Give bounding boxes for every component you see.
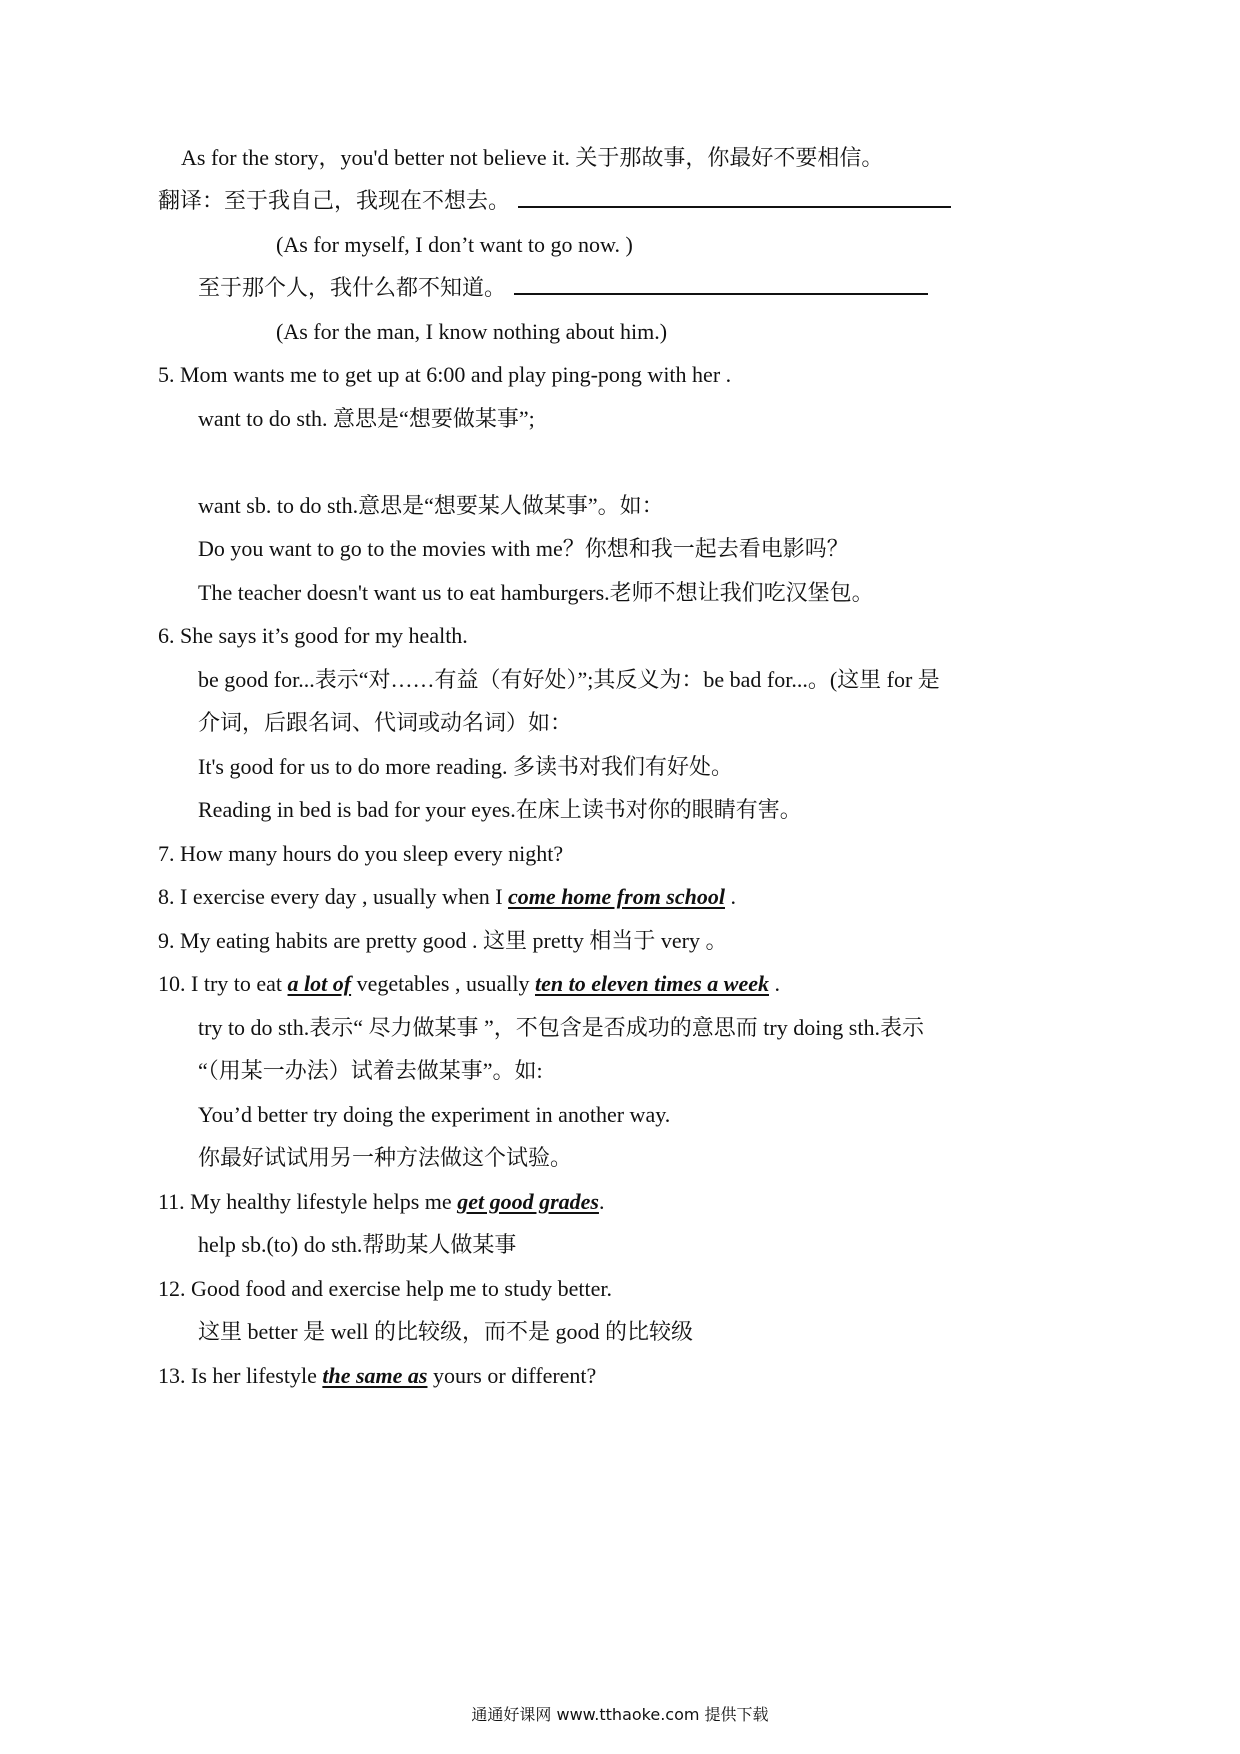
item-12-heading [158, 1274, 612, 1304]
key-phrase: the same as [322, 1363, 428, 1388]
example-sentence [198, 1143, 572, 1173]
text: be good for...表示“对……有益（有好处）”;其反义为：be bad for...。(这里 for 是 [198, 667, 940, 692]
translation-prompt [158, 186, 951, 216]
item-11-heading [158, 1187, 604, 1217]
text: help sb.(to) do sth.帮助某人做某事 [198, 1232, 517, 1257]
text: 翻译：至于我自己，我现在不想去。 [158, 188, 511, 213]
note-line [198, 404, 535, 434]
text: Do you want to go to the movies with me？你想和我一起去看电影吗？ [198, 536, 849, 561]
text: It's good for us to do more reading. 多读书对我们有好处。 [198, 754, 733, 779]
text: . [724, 884, 736, 909]
text: 12. Good food and exercise help me to study better. [158, 1276, 612, 1301]
item-8-heading [158, 882, 736, 912]
answer-blank [518, 188, 951, 208]
note-line [198, 1056, 543, 1086]
text: You’d better try doing the experiment in another way. [198, 1102, 671, 1127]
text: want to do sth. 意思是“想要做某事”; [198, 406, 535, 431]
text: (As for the man, I know nothing about him.) [276, 319, 668, 344]
text: try to do sth.表示“ 尽力做某事 ”，不包含是否成功的意思而 try doing sth.表示 [198, 1015, 924, 1040]
text: 5. Mom wants me to get up at 6:00 and play ping-pong with her . [158, 362, 732, 387]
page-footer: 通通好课网 www.tthaoke.com 提供下载 [471, 1705, 769, 1724]
item-9-heading [158, 926, 727, 956]
text: 10. I try to eat [158, 971, 288, 996]
text: 6. She says it’s good for my health. [158, 623, 468, 648]
item-6-heading [158, 621, 468, 651]
text: . [598, 1189, 605, 1214]
item-7-heading [158, 839, 563, 869]
answer-blank [514, 275, 928, 295]
text: 你最好试试用另一种方法做这个试验。 [198, 1145, 573, 1170]
text: “（用某一办法）试着去做某事”。如: [198, 1058, 543, 1083]
example-sentence [198, 795, 802, 825]
key-phrase: ten to eleven times a week [535, 971, 769, 996]
example-sentence [198, 1100, 670, 1130]
text: . [769, 971, 780, 996]
example-sentence [198, 534, 849, 564]
translation-prompt [198, 273, 928, 303]
note-line [198, 1230, 516, 1260]
text: want sb. to do sth.意思是“想要某人做某事”。如： [198, 493, 664, 518]
item-5-heading [158, 360, 731, 390]
note-line [198, 665, 940, 695]
example-sentence [181, 143, 883, 173]
item-13-heading [158, 1361, 596, 1391]
text: As for the story，you'd better not believe it. 关于那故事，你最好不要相信。 [181, 145, 884, 170]
text: 介词，后跟名词、代词或动名词）如： [198, 710, 573, 735]
text: yours or different? [427, 1363, 597, 1388]
note-line [198, 491, 664, 521]
text: 7. How many hours do you sleep every night? [158, 841, 564, 866]
example-sentence [198, 578, 874, 608]
text: 11. My healthy lifestyle helps me [158, 1189, 458, 1214]
text: 13. Is her lifestyle [158, 1363, 323, 1388]
text: (As for myself, I don’t want to go now. ) [276, 232, 633, 257]
text: 至于那个人，我什么都不知道。 [198, 275, 507, 300]
text: 9. My eating habits are pretty good . 这里 pretty 相当于 very 。 [158, 928, 728, 953]
translation-answer [276, 317, 667, 347]
example-sentence [198, 752, 733, 782]
text: vegetables , usually [351, 971, 535, 996]
note-line [198, 1013, 924, 1043]
key-phrase: come home from school [508, 884, 725, 909]
translation-answer [276, 230, 633, 260]
text: 这里 better 是 well 的比较级，而不是 good 的比较级 [198, 1319, 693, 1344]
text: 8. I exercise every day , usually when I [158, 884, 509, 909]
note-line [198, 1317, 693, 1347]
note-line [198, 708, 572, 738]
key-phrase: get good grades [457, 1189, 599, 1214]
text: The teacher doesn't want us to eat hamburgers.老师不想让我们吃汉堡包。 [198, 580, 874, 605]
item-10-heading [158, 969, 780, 999]
key-phrase: a lot of [287, 971, 352, 996]
text: Reading in bed is bad for your eyes.在床上读书对你的眼睛有害。 [198, 797, 802, 822]
